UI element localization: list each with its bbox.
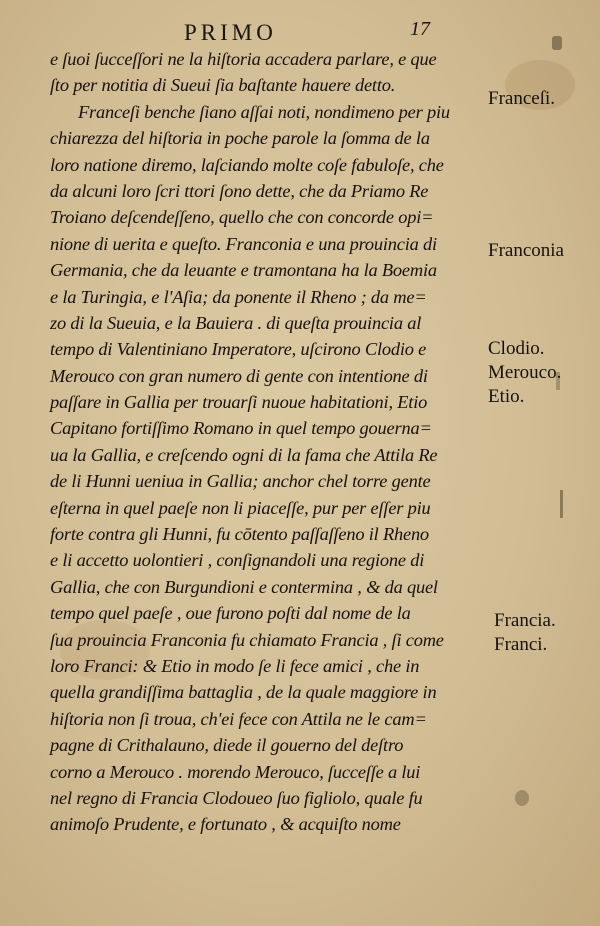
- text-line: tempo quel paeſe , oue furono poſti dal nome de la: [50, 603, 411, 624]
- text-line: nel regno di Francia Clodoueo ſuo figliolo, quale fu: [50, 787, 423, 808]
- text-line: quella grandiſſima battaglia , de la quale maggiore in: [50, 682, 437, 703]
- margin-note-franci: Franci.: [494, 634, 548, 655]
- text-line: Germania, che da leuante e tramontana ha la Boemia: [50, 260, 437, 281]
- text-line: e la Turingia, e l'Aſia; da ponente il Rheno ; da me=: [50, 286, 427, 307]
- text-line: pagne di Crithalauno, diede il gouerno del deſtro: [50, 735, 404, 756]
- text-line: corno a Merouco . morendo Merouco, ſucceſſe a lui: [50, 761, 421, 782]
- text-line: ſto per notitia di Sueui ſia baſtante hauere detto.: [50, 75, 396, 96]
- page-number: 17: [410, 18, 430, 40]
- margin-note-franconia: Franconia: [488, 240, 564, 261]
- text-line: nione di uerita e queſto. Franconia e una prouincia di: [50, 233, 437, 254]
- text-line: Capitano fortiſſimo Romano in quel tempo gouerna=: [50, 418, 432, 439]
- running-title: PRIMO: [184, 20, 277, 45]
- show-through-mark: [560, 490, 563, 518]
- text-line: animoſo Prudente, e fortunato , & acquiſto nome: [50, 814, 401, 835]
- text-line: tempo di Valentiniano Imperatore, uſcirono Clodio e: [50, 339, 427, 360]
- text-line: ua la Gallia, e creſcendo ogni di la fama che Attila Re: [50, 444, 438, 465]
- text-line: de li Hunni ueniua in Gallia; anchor chel torre gente: [50, 471, 431, 492]
- page-header: [0, 18, 600, 48]
- text-line: paſſare in Gallia per trouarſi nuoue habitationi, Etio: [50, 392, 428, 413]
- text-line: Merouco con gran numero di gente con intentione di: [50, 365, 428, 386]
- margin-note-etio: Etio.: [488, 386, 525, 407]
- text-line: loro natione diremo, laſciando molte coſe fabuloſe, che: [50, 154, 444, 175]
- text-line: hiſtoria non ſi troua, ch'ei fece con Attila ne le cam=: [50, 708, 427, 729]
- text-line: e li accetto uolontieri , conſignandoli una regione di: [50, 550, 425, 571]
- text-line: eſterna in quel paeſe non li piaceſſe, pur per eſſer piu: [50, 497, 431, 518]
- text-line: Gallia, che con Burgundioni e contermina , & da quel: [50, 576, 438, 597]
- text-line: ſua prouincia Franconia fu chiamato Francia , ſi come: [50, 629, 444, 650]
- text-line: e ſuoi ſucceſſori ne la hiſtoria accadera parlare, e que: [50, 49, 437, 69]
- body-text: [50, 46, 490, 838]
- margin-note-clodio: Clodio.: [488, 338, 545, 359]
- show-through-mark: [515, 790, 529, 806]
- text-line: zo di la Sueuia, e la Bauiera . di queſta prouincia al: [50, 312, 422, 333]
- text-line: forte contra gli Hunni, fu cōtento paſſaſſeno il Rheno: [50, 524, 429, 545]
- text-line: Franceſi benche ſiano aſſai noti, nondimeno per piu: [78, 101, 450, 122]
- text-line: chiarezza del hiſtoria in poche parole la ſomma de la: [50, 128, 430, 149]
- text-line: loro Franci: & Etio in modo ſe li fece amici , che in: [50, 655, 420, 676]
- margin-note-merouco: Merouco.: [488, 362, 562, 383]
- text-line: da alcuni loro ſcri ttori ſono dette, che da Priamo Re: [50, 180, 429, 201]
- text-line: Troiano deſcendeſſeno, quello che con concorde opi=: [50, 207, 434, 228]
- margin-note-francia: Francia.: [494, 610, 556, 631]
- show-through-mark: [552, 36, 562, 50]
- margin-note-franceſi: Franceſi.: [488, 88, 556, 109]
